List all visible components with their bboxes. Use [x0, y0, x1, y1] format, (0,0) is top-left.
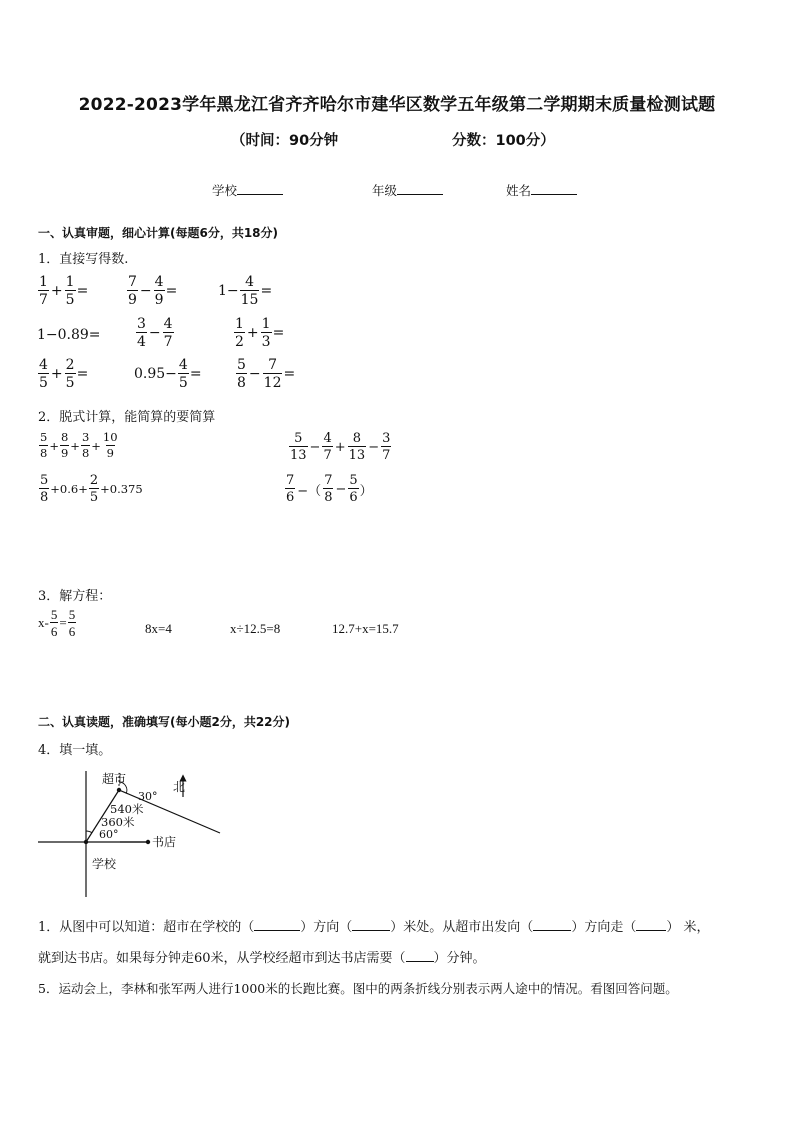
angle-arc-60: [86, 831, 92, 833]
school-field[interactable]: [212, 181, 283, 199]
q3-equation-2: 8x=4: [145, 621, 172, 636]
supermarket-label: 超市: [102, 772, 127, 786]
answer-blank-direction[interactable]: [254, 930, 300, 931]
name-label: 姓名: [506, 183, 532, 198]
q4-question-line-2: 就到达书店。如果每分钟走60米，从学校经超市到达书店需要（ ）分钟。: [38, 951, 486, 966]
q1-problem-9: 5 8 − $\frac{7}{12}$ =: [237, 357, 296, 391]
direction-diagram: [30, 765, 230, 900]
answer-blank-minutes[interactable]: [406, 961, 434, 962]
section1-heading: 一、认真审题，细心计算(每题6分，共18分): [38, 226, 279, 240]
q1-label: 1．直接写得数.: [38, 252, 129, 267]
page-title: 2022-2023学年黑龙江省齐齐哈尔市建华区数学五年级第二学期期末质量检测试题: [78, 95, 716, 115]
bookstore-label: 书店: [152, 835, 177, 849]
north-label: 北: [173, 780, 186, 794]
angle-30-label: 30°: [138, 790, 158, 803]
time-label: （时间：90分钟: [231, 133, 339, 149]
q3-equation-4: 12.7+x=15.7: [332, 621, 399, 636]
name-field[interactable]: [506, 181, 577, 199]
distance-540-label: 540米: [110, 802, 144, 816]
q3-label: 3．解方程：: [38, 589, 112, 604]
q1-problem-8: 0.95− $\frac{4}{5}$ =: [134, 357, 202, 391]
answer-blank-distance[interactable]: [352, 930, 390, 931]
school-blank[interactable]: [237, 181, 283, 195]
grade-blank[interactable]: [397, 181, 443, 195]
q1-problem-5: 3 4 − $\frac{4}{7}$: [137, 316, 173, 350]
q2-expression-2: 5 13 − $\frac{4}{7}$ + $\frac{8}{13}$ − $\frac{3}{7}$: [290, 431, 391, 463]
q1-problem-4: 1−0.89=: [37, 327, 101, 343]
q4-question-line-1: 1．从图中可以知道：超市在学校的（ ）方向（ ）米处。从超市出发向（ ）方向走（ ） 米，: [38, 920, 710, 935]
q3-equation-1: x- $\frac{5}{6}$ = $\frac{5}{6}$: [38, 607, 76, 639]
school-dot: [84, 840, 88, 844]
q1-problem-3: 1− $\frac{4}{15}$ =: [218, 274, 273, 308]
q1-problem-6: 1 2 + $\frac{1}{3}$ =: [235, 316, 285, 350]
q2-expression-4: 7 6 −（ 7 8 − $\frac{5}{6}$ ）: [286, 473, 373, 505]
q4-label: 4．填一填。: [38, 743, 112, 758]
q1-problem-1: 1 7 + $\frac{1}{5}$ =: [39, 274, 89, 308]
q2-label: 2．脱式计算，能简算的要简算: [38, 410, 216, 425]
school-label: 学校: [212, 183, 238, 198]
q3-equation-3: x÷12.5=8: [230, 621, 281, 636]
name-blank[interactable]: [531, 181, 577, 195]
q1-problem-7: 4 5 + $\frac{2}{5}$ =: [39, 357, 89, 391]
q2-expression-3: 5 8 +0.6+ $\frac{2}{5}$ +0.375: [40, 473, 143, 505]
grade-label: 年级: [372, 183, 398, 198]
section2-heading: 二、认真读题，准确填写(每小题2分，共22分): [38, 715, 291, 729]
q1-problem-2: 7 9 − $\frac{4}{9}$ =: [128, 274, 178, 308]
score-label: 分数：100分）: [452, 133, 555, 149]
distance-360-label: 360米: [101, 815, 135, 829]
angle-60-label: 60°: [99, 828, 119, 841]
q2-expression-1: 5 8 + $\frac{8}{9}$ + $\frac{3}{8}$ + $\frac{10}{9}$: [40, 430, 118, 460]
bookstore-dot: [146, 840, 150, 844]
answer-blank-direction-2[interactable]: [533, 930, 571, 931]
q5-label: 5．运动会上，李林和张军两人进行1000米的长跑比赛。图中的两条折线分别表示两人途中的情况。看图回答问题。: [38, 981, 678, 996]
answer-blank-distance-2[interactable]: [636, 930, 666, 931]
grade-field[interactable]: [372, 181, 443, 199]
supermarket-dot: [117, 788, 121, 792]
school-label: 学校: [92, 857, 117, 871]
